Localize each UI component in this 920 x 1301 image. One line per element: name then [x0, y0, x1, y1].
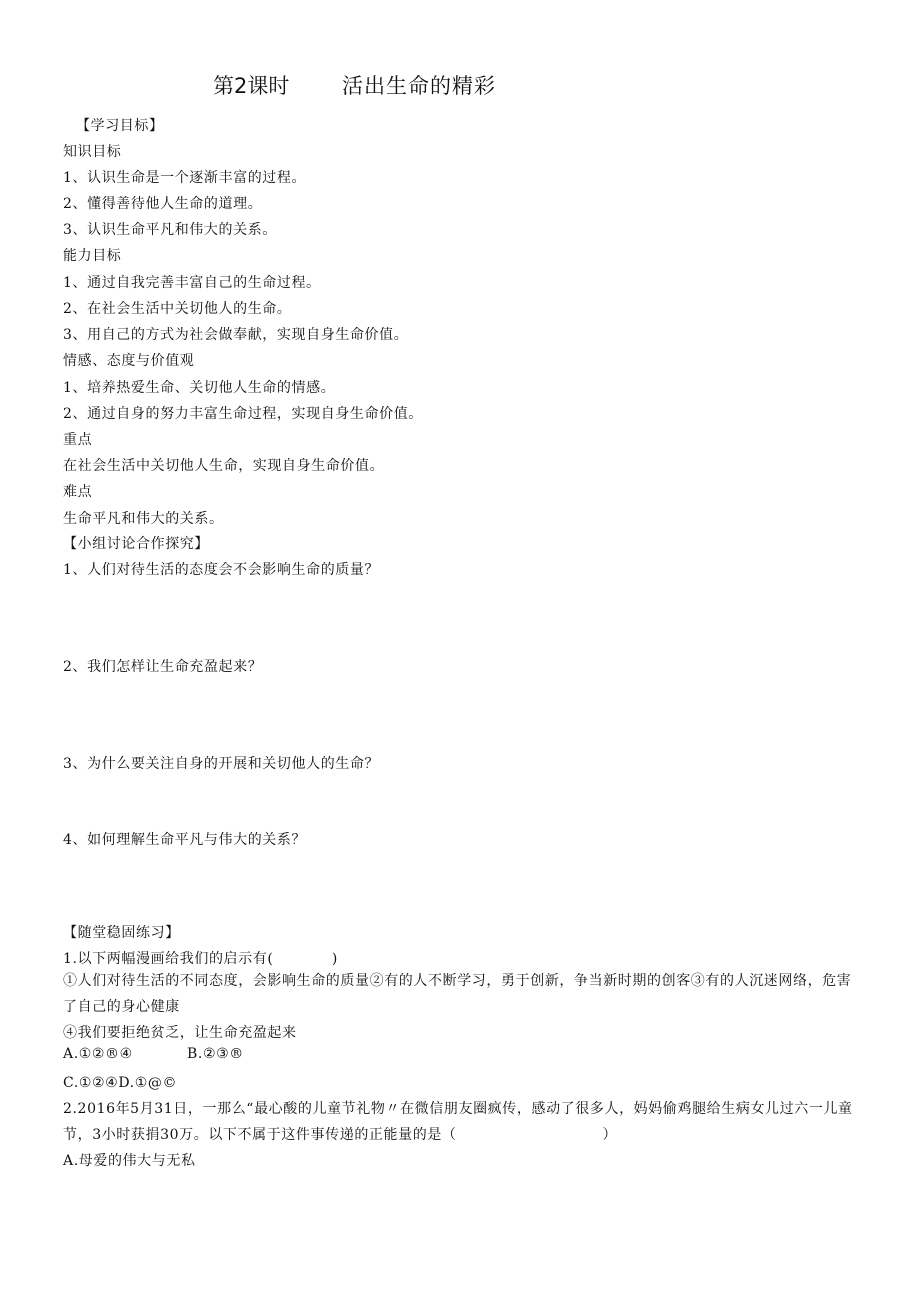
question-1-statement-4: ④我们要拒绝贫乏，让生命充盈起来 — [63, 1025, 297, 1041]
question-1-choice-a: A.①②®④ — [63, 1046, 133, 1062]
key-point-text: 在社会生活中关切他人生命，实现自身生命价值。 — [63, 458, 385, 474]
emotion-goal-item: 1、培养热爱生命、关切他人生命的情感。 — [63, 380, 336, 396]
knowledge-goal-item: 1、认识生命是一个逐渐丰富的过程。 — [63, 170, 307, 186]
emotion-goals-label: 情感、态度与价值观 — [63, 353, 195, 369]
ability-goal-item: 1、通过自我完善丰富自己的生命过程。 — [63, 275, 321, 291]
discussion-question: 4、如何理解生命平凡与伟大的关系？ — [63, 832, 307, 848]
question-2-stem: 2.2016年5月31日，一那么“最心酸的儿童节礼物〃在微信朋友圈疯传，感动了很多人，妈妈偷鸡腿给生病女儿过六一儿童节，3小时获捐30万。以下不属于这件事传递的正能量的是（ ） — [63, 1101, 853, 1143]
question-1-choice-b: B.②③® — [187, 1046, 244, 1062]
ability-goals-label: 能力目标 — [63, 248, 122, 264]
question-1-stem: 1.以下两幅漫画给我们的启示有( ) — [63, 951, 338, 967]
key-point-label: 重点 — [63, 432, 93, 448]
goals-heading: 【学习目标】 — [76, 118, 164, 134]
knowledge-goals-label: 知识目标 — [63, 144, 122, 160]
ability-goal-item: 2、在社会生活中关切他人的生命。 — [63, 301, 292, 317]
difficult-point-label: 难点 — [63, 484, 93, 500]
question-1-statements: ①人们对待生活的不同态度，会影响生命的质量②有的人不断学习，勇于创新，争当新时期的创客③有的人沉迷网络，危害了自己的身心健康 — [63, 973, 852, 1015]
lesson-number: 第2课时 — [213, 74, 290, 98]
discussion-question: 2、我们怎样让生命充盈起来？ — [63, 659, 263, 675]
lesson-topic: 活出生命的精彩 — [342, 74, 496, 98]
discussion-heading: 【小组讨论合作探究】 — [63, 536, 209, 552]
question-2-choice-a: A.母爱的伟大与无私 — [63, 1153, 196, 1169]
discussion-question: 3、为什么要关注自身的开展和关切他人的生命？ — [63, 756, 380, 772]
emotion-goal-item: 2、通过自身的努力丰富生命过程，实现自身生命价值。 — [63, 406, 423, 422]
discussion-question: 1、人们对待生活的态度会不会影响生命的质量？ — [63, 562, 380, 578]
practice-heading: 【随堂稳固练习】 — [63, 925, 180, 941]
knowledge-goal-item: 2、懂得善待他人生命的道理。 — [63, 196, 263, 212]
question-1-choice-cd: C.①②④D.①@© — [63, 1075, 178, 1091]
ability-goal-item: 3、用自己的方式为社会做奉献，实现自身生命价值。 — [63, 327, 409, 343]
difficult-point-text: 生命平凡和伟大的关系。 — [63, 511, 224, 527]
knowledge-goal-item: 3、认识生命平凡和伟大的关系。 — [63, 222, 277, 238]
